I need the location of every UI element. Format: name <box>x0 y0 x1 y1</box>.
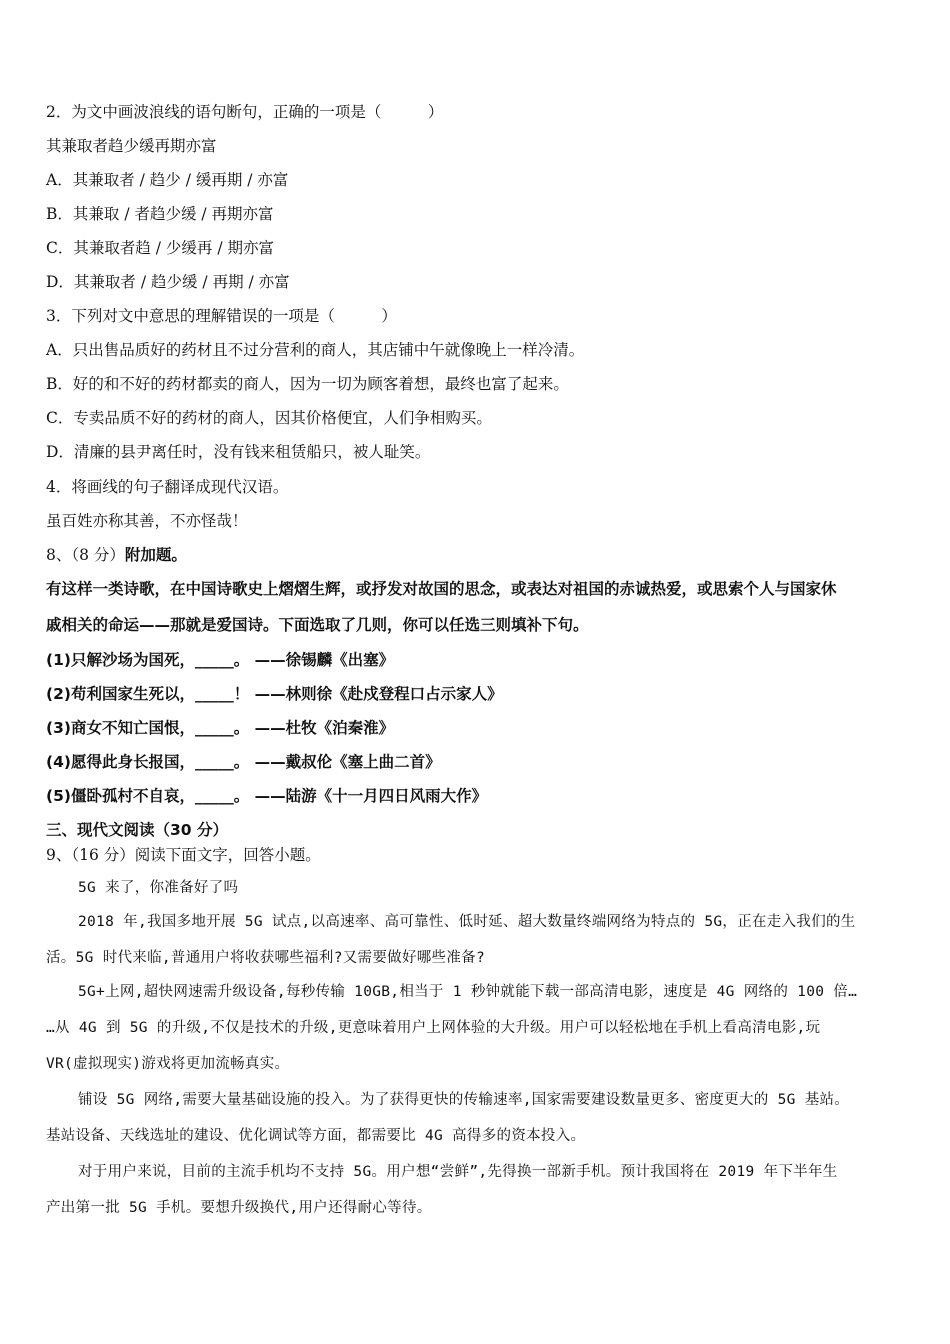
q8-item-3: (3)商女不知亡国恨，_____。 ——杜牧《泊秦淮》 <box>46 719 395 737</box>
section-3-heading: 三、现代文阅读（30 分） <box>46 821 228 839</box>
essay-line-4: …从 4G 到 5G 的升级,不仅是技术的升级,更意味着用户上网体验的大升级。用户可以轻松地在手机上看高清电影,玩 <box>46 1020 821 1036</box>
q2-sentence: 其兼取者趋少缓再期亦富 <box>46 137 217 155</box>
q2-option-d: D．其兼取者 / 趋少缓 / 再期 / 亦富 <box>46 273 290 291</box>
q8-item-1: (1)只解沙场为国死，_____。 ——徐锡麟《出塞》 <box>46 651 395 669</box>
q3-option-c: C．专卖品质不好的药材的商人，因其价格便宜，人们争相购买。 <box>46 409 492 427</box>
q4-sentence: 虽百姓亦称其善，不亦怪哉！ <box>46 512 248 530</box>
q8-item-4: (4)愿得此身长报国，_____。 ——戴叔伦《塞上曲二首》 <box>46 753 441 771</box>
essay-line-6: 铺设 5G 网络,需要大量基础设施的投入。为了获得更快的传输速率,国家需要建设数量更多、密度更大的 5G 基站。 <box>78 1092 850 1108</box>
q8-prefix: 8、（8 分） <box>46 546 125 564</box>
q8-intro-line1: 有这样一类诗歌，在中国诗歌史上熠熠生辉，或抒发对故国的思念，或表达对祖国的赤诚热爱，或思索个人与国家休 <box>46 580 837 598</box>
q2-option-a: A．其兼取者 / 趋少 / 缓再期 / 亦富 <box>46 171 289 189</box>
essay-line-3: 5G+上网,超快网速需升级设备,每秒传输 10GB,相当于 1 秒钟就能下载一部高清电影，速度是 4G 网络的 100 倍… <box>78 984 858 1000</box>
q2-option-c: C．其兼取者趋 / 少缓再 / 期亦富 <box>46 239 275 257</box>
q8-title: 附加题。 <box>124 546 187 564</box>
q8-item-5: (5)僵卧孤村不自哀，_____。 ——陆游《十一月四日风雨大作》 <box>46 787 488 805</box>
essay-line-2: 活。5G 时代来临,普通用户将收获哪些福利?又需要做好哪些准备? <box>46 950 485 966</box>
essay-line-1: 2018 年,我国多地开展 5G 试点,以高速率、高可靠性、低时延、超大数量终端网络为特点的 5G，正在走入我们的生 <box>78 914 856 930</box>
q9-stem: 9、（16 分）阅读下面文字，回答小题。 <box>46 846 321 864</box>
q3-option-a: A．只出售品质好的药材且不过分营利的商人，其店铺中午就像晚上一样冷清。 <box>46 341 585 359</box>
q4-stem: 4．将画线的句子翻译成现代汉语。 <box>46 478 289 496</box>
essay-line-9: 产出第一批 5G 手机。要想升级换代,用户还得耐心等待。 <box>46 1200 432 1216</box>
essay-line-8: 对于用户来说，目前的主流手机均不支持 5G。用户想“尝鲜”,先得换一部新手机。预计我国将在 2019 年下半年生 <box>78 1164 838 1180</box>
q2-option-b: B．其兼取 / 者趋少缓 / 再期亦富 <box>46 205 274 223</box>
q8-item-2: (2)苟利国家生死以，_____！ ——林则徐《赴戍登程口占示家人》 <box>46 685 503 703</box>
q3-stem: 3．下列对文中意思的理解错误的一项是（ ） <box>46 307 397 325</box>
q8-intro-line2: 戚相关的命运——那就是爱国诗。下面选取了几则，你可以任选三则填补下句。 <box>46 616 589 634</box>
q3-option-b: B．好的和不好的药材都卖的商人，因为一切为顾客着想，最终也富了起来。 <box>46 375 569 393</box>
q3-option-d: D．清廉的县尹离任时，没有钱来租赁船只，被人耻笑。 <box>46 443 431 461</box>
essay-line-5: VR(虚拟现实)游戏将更加流畅真实。 <box>46 1056 290 1072</box>
essay-line-7: 基站设备、天线选址的建设、优化调试等方面，都需要比 4G 高得多的资本投入。 <box>46 1128 586 1144</box>
essay-title: 5G 来了，你准备好了吗 <box>78 880 239 896</box>
q8-heading <box>46 545 187 565</box>
q2-stem: 2．为文中画波浪线的语句断句，正确的一项是（ ） <box>46 103 444 121</box>
